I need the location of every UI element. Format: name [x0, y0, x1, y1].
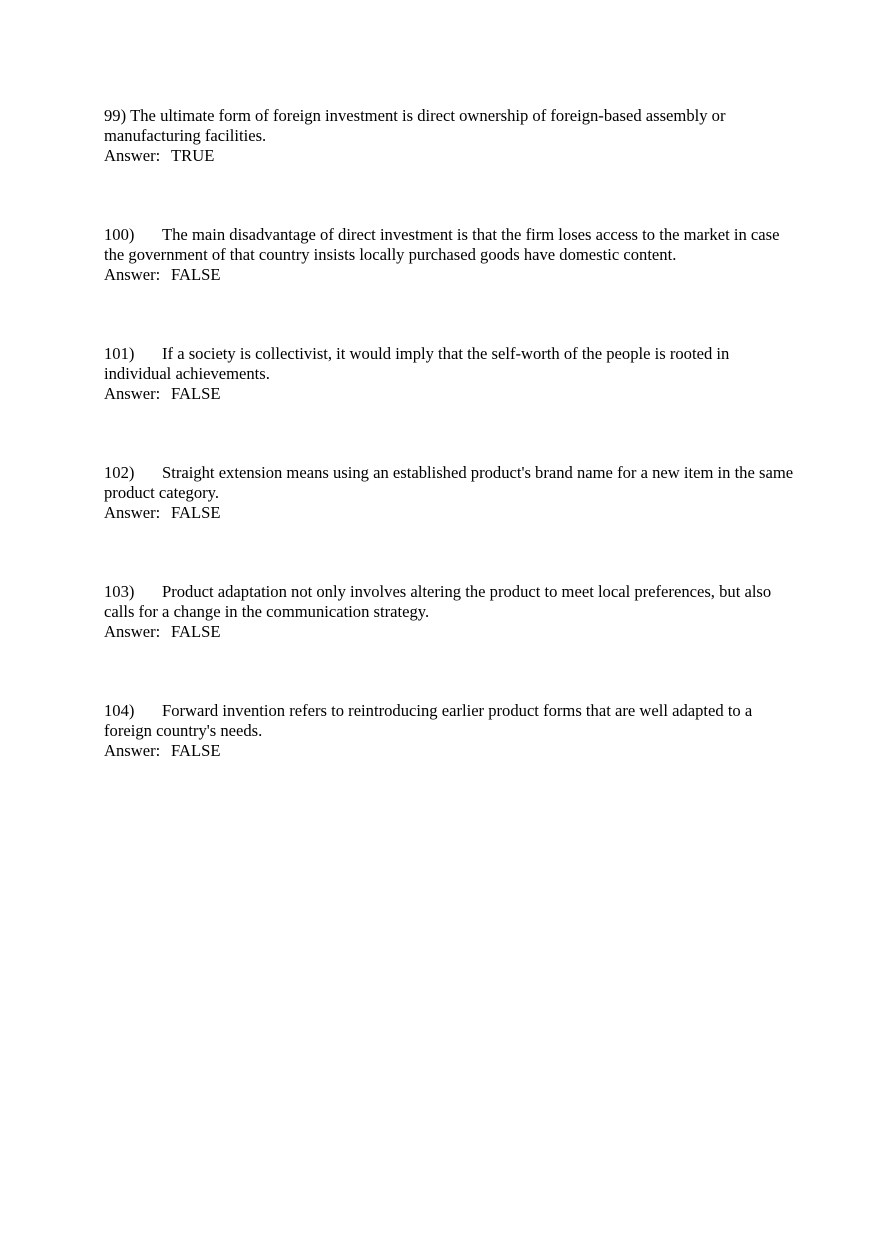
answer-value: FALSE — [171, 741, 221, 760]
answer-label: Answer: — [104, 622, 161, 641]
question-body: If a society is collectivist, it would imply that the self-worth of the people is rooted in individual achievements. — [104, 344, 730, 383]
question-body: Forward invention refers to reintroducing earlier product forms that are well adapted to a foreign country's needs. — [104, 701, 753, 740]
answer-label: Answer: — [104, 503, 161, 522]
answer-value: TRUE — [171, 146, 215, 165]
answer-line — [104, 146, 794, 166]
answer-label: Answer: — [104, 265, 161, 284]
question-body: The ultimate form of foreign investment is direct ownership of foreign-based assembly or manufacturing facilities. — [104, 106, 726, 145]
answer-label: Answer: — [104, 384, 161, 403]
document-page — [104, 106, 794, 820]
question-body: Product adaptation not only involves altering the product to meet local preferences, but also calls for a change in the communication strategy. — [104, 582, 772, 621]
question-104 — [104, 701, 794, 761]
question-number: 99) — [104, 106, 127, 125]
question-text — [104, 582, 794, 622]
question-text — [104, 463, 794, 503]
answer-label: Answer: — [104, 741, 161, 760]
question-number: 103) — [104, 582, 135, 601]
question-number: 102) — [104, 463, 135, 482]
question-number: 101) — [104, 344, 135, 363]
answer-line — [104, 741, 794, 761]
question-text — [104, 701, 794, 741]
question-body: Straight extension means using an established product's brand name for a new item in the same product category. — [104, 463, 794, 502]
question-number: 104) — [104, 701, 135, 720]
question-99 — [104, 106, 794, 166]
answer-line — [104, 622, 794, 642]
question-number: 100) — [104, 225, 135, 244]
answer-value: FALSE — [171, 622, 221, 641]
question-text — [104, 344, 794, 384]
question-text — [104, 106, 794, 146]
answer-value: FALSE — [171, 265, 221, 284]
answer-line — [104, 265, 794, 285]
question-101 — [104, 344, 794, 404]
question-body: The main disadvantage of direct investment is that the firm loses access to the market in case the government of that country insists locally purchased goods have domestic content. — [104, 225, 780, 264]
answer-line — [104, 384, 794, 404]
answer-line — [104, 503, 794, 523]
answer-value: FALSE — [171, 503, 221, 522]
question-100 — [104, 225, 794, 285]
answer-value: FALSE — [171, 384, 221, 403]
question-102 — [104, 463, 794, 523]
answer-label: Answer: — [104, 146, 161, 165]
question-text — [104, 225, 794, 265]
question-103 — [104, 582, 794, 642]
